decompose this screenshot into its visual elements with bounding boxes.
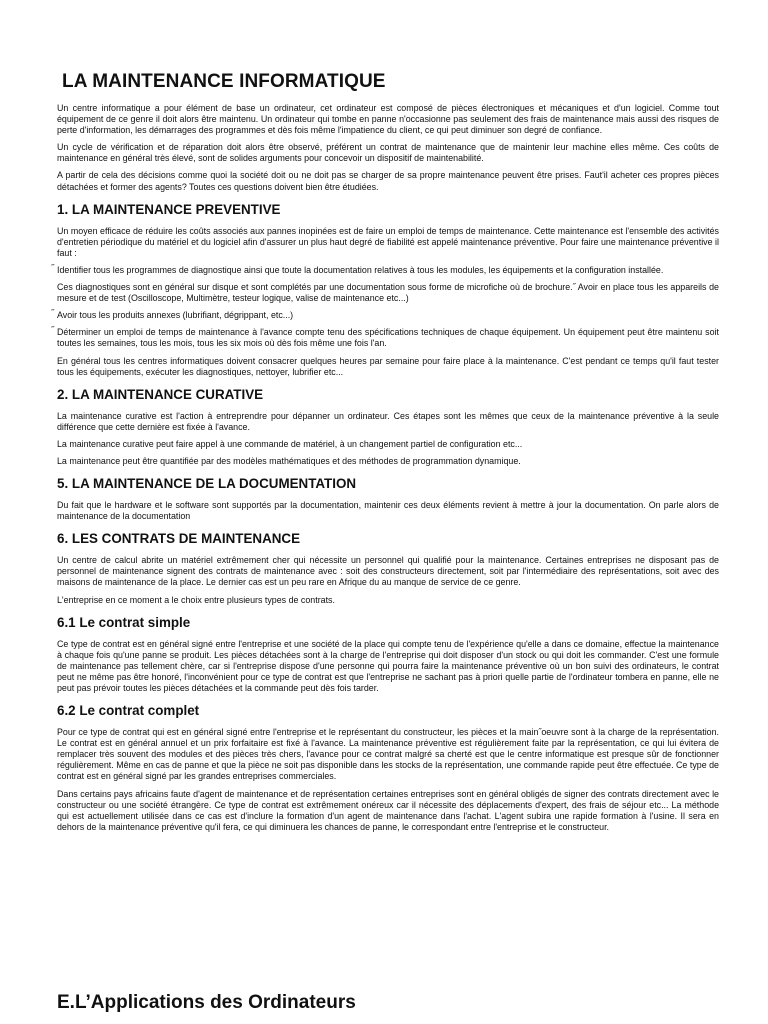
preventive-paragraph: En général tous les centres informatiques doivent consacrer quelques heures par semaine pour faire place à la maintenance. C'est pendant ce temps qu'il faut tester tous les équipements, exécuter les diagnostiques, nettoyer, lubrifier etc... [57,355,719,377]
section-heading-documentation: 5. LA MAINTENANCE DE LA DOCUMENTATION [57,476,357,492]
preventive-paragraph: Un moyen efficace de réduire les coûts associés aux pannes inopinées est de faire un emploi de temps de maintenance. Cette maintenance est l'ensemble des activités d'entretien périodique du matériel et du logiciel afin d'assurer un plus haut degré de fiabilité est appelé maintenance préventive. Pour faire une maintenance préventive il faut : [57,225,719,258]
contracts-paragraph: L'entreprise en ce moment a le choix entre plusieurs types de contrats. [57,594,335,605]
bullet-mark-icon: ˝ [51,262,54,273]
curative-paragraph: La maintenance curative peut faire appel à une commande de matériel, à un changement partiel de configuration etc... [57,438,523,449]
section-heading-curative: 2. LA MAINTENANCE CURATIVE [57,386,264,402]
intro-paragraph: Un centre informatique a pour élément de base un ordinateur, cet ordinateur est composé de pièces électroniques et mécaniques et d'un logiciel. Comme tout équipement de ce genre il doit alors être maintenu. Un ordinateur qui tombe en panne n'occasionne pas seulement des frais de maintenance mais aussi des risques de perte d'information, les démarrages des programmes et dès fois même l'impatience du client, ce qui peut diminuer son degré de confiance. [57,103,719,136]
curative-paragraph: La maintenance curative est l'action à entreprendre pour dépanner un ordinateur. Ces étapes sont les mêmes que ceux de la maintenance préventive à la seule différence que cette dernière est fixée à l'avance. [57,410,719,432]
simple-contract-paragraph: Ce type de contrat est en général signé entre l'entreprise et une société de la place qui compte tenu de l'expérience qu'elle a dans ce domaine, effectue la maintenance à chaque fois qu'une panne se produit. Les pièces détachées sont à la charge de l'entreprise qui doit disposer d'un stock ou qui doit les commander. C'est une formule de maintenance pas tellement chère, car si l'entreprise dispose d'une personne qui pourra faire la maintenance préventive où un bon suivi des ordinateurs, le contrat peut ne même pas être honoré, l'inconvénient pour ce type de contrat est que l'entreprise ne sachant pas à priori quelle partie de l'ordinateur tombera en panne, elle ne peut pas prévoir toutes les pièces détachées et la commande peut dès fois tarder. [57,638,719,693]
bullet-text: Déterminer un emploi de temps de maintenance à l'avance compte tenu des spécifications techniques de chaque équipement. Un équipement peut être maintenu soit toutes les semaines, tous les mois, tous les six mois où dès fois même une fois l'an. [57,327,719,349]
curative-paragraph: La maintenance peut être quantifiée par des modèles mathématiques et des méthodes de programmation dynamique. [57,455,521,466]
bullet-mark-icon: ˝ [51,308,54,319]
documentation-paragraph: Du fait que le hardware et le software sont supportés par la documentation, maintenir ces deux éléments revient à mettre à jour la documentation. On parle alors de maintenance de la documentation [57,500,719,522]
bullet-text: Avoir tous les produits annexes (lubrifiant, dégrippant, etc...) [57,310,294,321]
complete-contract-paragraph: Pour ce type de contrat qui est en général signé entre l'entreprise et le représentant du constructeur, les pièces et la main˝oeuvre sont à la charge de la représentation. Le contrat est en général annuel et un prix forfaitaire est fixé à l'avance. La maintenance préventive est régulièrement faite par la représentation, ce qui lui évitera de remplacer très souvent des modules et des pièces très chers, l'avance pour ce contrat malgré sa cherté est que le centre informatique est presque sûr de fonctionner régulièrement. Même en cas de panne et que la pièce ne soit pas disponible dans les stocks de la représentation, une commande rapide peut être effectuée. Ce type de contrat est en général signé par les grandes entreprises commerciales. [57,727,719,782]
bullet-mark-icon: ˝ [51,325,54,336]
preventive-paragraph: Ces diagnostiques sont en général sur disque et sont complétés par une documentation sous forme de microfiche où de brochure.˝ Avoir en place tous les appareils de mesure et de test (Oscilloscope, Multimètre, testeur logique, valise de maintenance etc...) [57,282,719,304]
preventive-bullet [51,325,719,349]
next-chapter-heading: E.L’Applications des Ordinateurs [57,992,356,1013]
section-heading-preventive: 1. LA MAINTENANCE PREVENTIVE [57,201,281,217]
bullet-text: Identifier tous les programmes de diagnostique ainsi que toute la documentation relatives à tous les modules, les équipements et la configuration installée. [57,264,664,275]
complete-contract-paragraph: Dans certains pays africains faute d'agent de maintenance et de représentation certaines entreprises sont en général obligés de signer des contrats directement avec le constructeur ou une société étrangère. Ce type de contrat est extrêmement onéreux car il nécessite des déplacements d'expert, des frais de séjour etc... La méthode qui est actuellement utilisée dans ce cas est d'inclure la formation d'un agent de maintenance dans l'achat. L'agent subira une rapide formation à l'usine. Il sera en dehors de la maintenance préventive qu'il fera, ce qui diminuera les chances de panne, le correspondant entre l'entreprise et le constructeur. [57,788,719,832]
subsection-heading-simple-contract: 6.1 Le contrat simple [57,614,191,630]
document-title: LA MAINTENANCE INFORMATIQUE [62,71,386,92]
document-body [51,103,719,839]
section-heading-contracts: 6. LES CONTRATS DE MAINTENANCE [57,531,301,547]
subsection-heading-complete-contract: 6.2 Le contrat complet [57,703,200,719]
preventive-bullet [51,262,719,276]
contracts-paragraph: Un centre de calcul abrite un matériel extrêmement cher qui nécessite un personnel qui qualifié pour la maintenance. Certaines entreprises ne disposant pas de personnel de maintenance signent des contrats de maintenance avec : soit des constructeurs directement, soit par l'intermédiaire des représentations, soit avec des maisons de maintenance de la place. Le dernier cas est un peu rare en Afrique du au manque de service de ce genre. [57,555,719,588]
preventive-bullet [51,308,719,321]
intro-paragraph: Un cycle de vérification et de réparation doit alors être observé, préférent un contrat de maintenance que de maintenir leur machine elles même. Ces coûts de maintenance en général très élevé, sont de solides arguments pour concevoir un dispositif de maintenabilité. [57,142,719,164]
intro-paragraph: A partir de cela des décisions comme quoi la société doit ou ne doit pas se charger de sa propre maintenance peuvent être prises. Faut'il acheter ces propres pièces détachées et former des agents? Toutes ces questions doivent bien être étudiées. [57,170,719,192]
